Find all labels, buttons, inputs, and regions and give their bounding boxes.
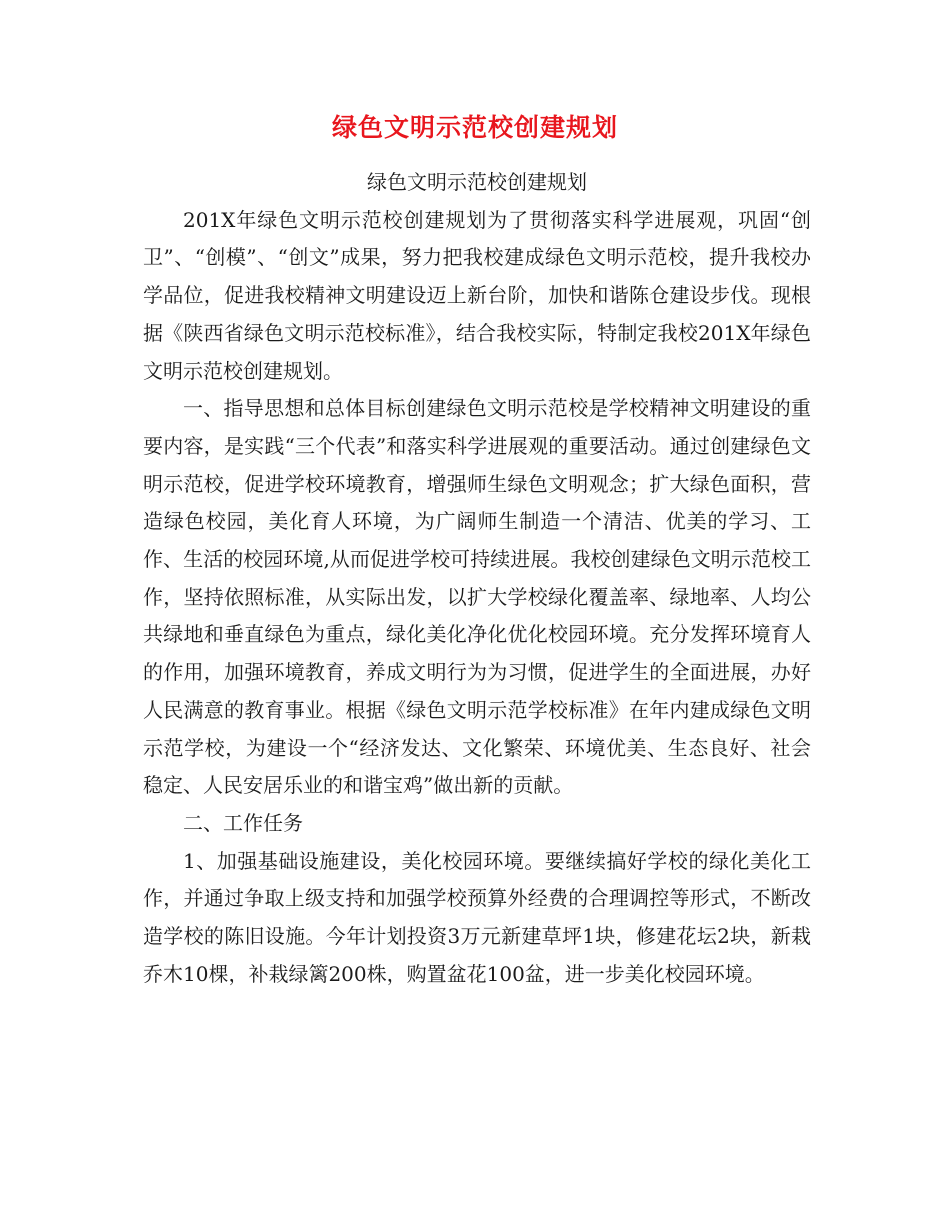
paragraph-intro: 201X年绿色文明示范校创建规划为了贯彻落实科学进展观，巩固“创卫”、“创模”、“创文”成果，努力把我校建成绿色文明示范校，提升我校办学品位，促进我校精神文明建设迈上新台阶，加快和谐陈仓建设步伐。现根据《陕西省绿色文明示范校标准》，结合我校实际，特制定我校201X年绿色文明示范校创建规划。 bbox=[143, 207, 811, 383]
paragraph-task-1: 1、加强基础设施建设，美化校园环境。要继续搞好学校的绿化美化工作，并通过争取上级支持和加强学校预算外经费的合理调控等形式，不断改造学校的陈旧设施。今年计划投资3万元新建草坪1块，修建花坛2块，新栽乔木10棵，补栽绿篱200株，购置盆花100盆，进一步美化校园环境。 bbox=[143, 848, 811, 986]
paragraph-guiding-ideology: 一、指导思想和总体目标创建绿色文明示范校是学校精神文明建设的重要内容，是实践“三个代表”和落实科学进展观的重要活动。通过创建绿色文明示范校，促进学校环境教育，增强师生绿色文明观念；扩大绿色面积，营造绿色校园，美化育人环境，为广阔师生制造一个清洁、优美的学习、工作、生活的校园环境,从而促进学校可持续进展。我校创建绿色文明示范校工作，坚持依照标准，从实际出发，以扩大学校绿化覆盖率、绿地率、人均公共绿地和垂直绿色为重点，绿化美化净化优化校园环境。充分发挥环境育人的作用，加强环境教育，养成文明行为为习惯，促进学生的全面进展，办好人民满意的教育事业。根据《绿色文明示范学校标准》在年内建成绿色文明示范学校，为建设一个“经济发达、文化繁荣、环境优美、生态良好、社会稳定、人民安居乐业的和谐宝鸡”做出新的贡献。 bbox=[143, 396, 811, 798]
document-body bbox=[143, 164, 811, 993]
paragraph-work-tasks-heading: 二、工作任务 bbox=[183, 810, 303, 835]
document-title: 绿色文明示范校创建规划 bbox=[331, 113, 618, 142]
document-subtitle: 绿色文明示范校创建规划 bbox=[367, 170, 587, 194]
